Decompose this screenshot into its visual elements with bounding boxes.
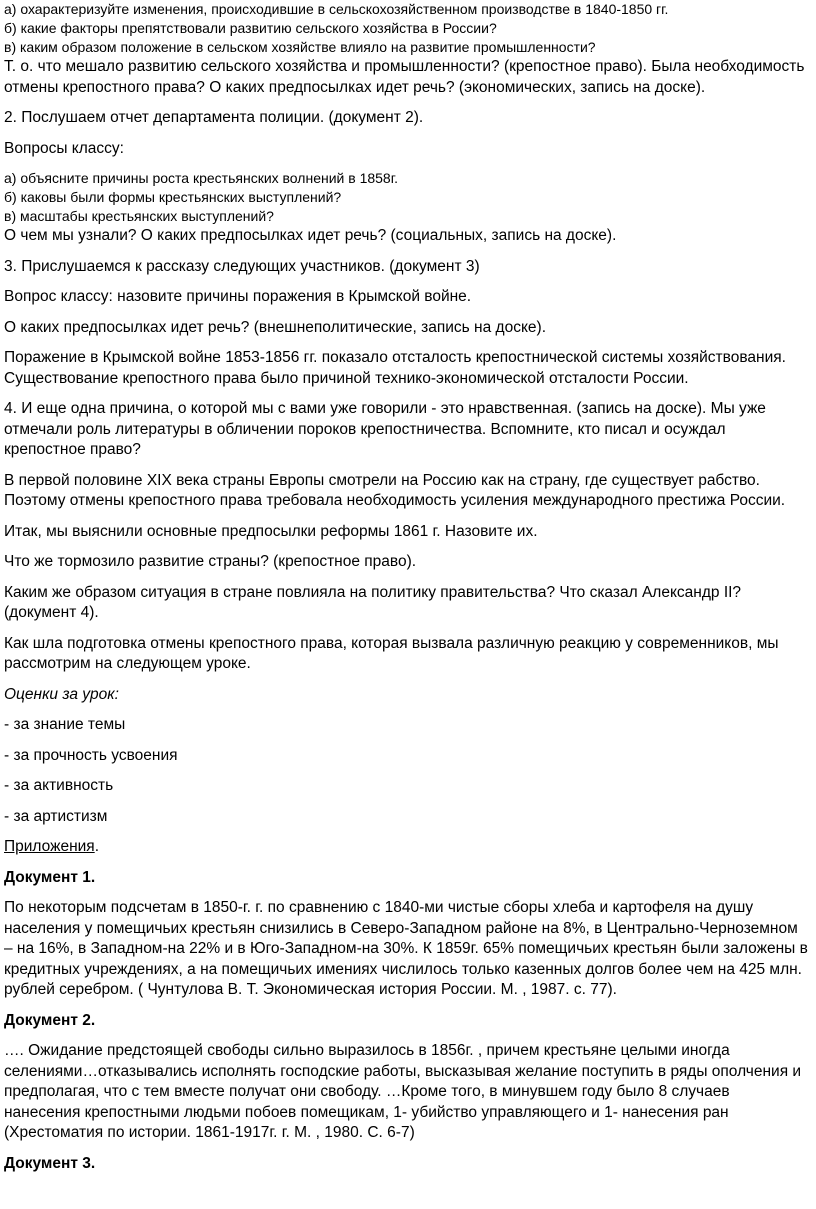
appendix-link[interactable]: Приложения [4, 838, 95, 855]
section-4-government: Каким же образом ситуация в стране повлияла на политику правительства? Что сказал Александр II?(документ 4). [4, 583, 742, 621]
appendix-dot: . [94, 838, 99, 855]
section-2-title: 2. Послушаем отчет департамента полиции. (документ 2). [4, 109, 424, 126]
grade-item: - за прочность усвоения [4, 746, 178, 764]
question-a: а) объясните причины роста крестьянских волнений в 1858г. [4, 170, 398, 186]
section-4-title: 4. И еще одна причина, о которой мы с вами уже говорили - это нравственная. (запись на доске). Мы уже отмечали роль литературы в обличении пороков крепостничества. Вспомните, кто писал и осуждал крепостное право? [4, 400, 766, 458]
section-4-summary: Итак, мы выяснили основные предпосылки реформы 1861 г. Назовите их. [4, 522, 538, 540]
grade-item: - за активность [4, 777, 114, 794]
section-2-questions-label: Вопросы классу: [4, 139, 124, 157]
section-3-title: 3. Прислушаемся к рассказу следующих участников. (документ 3) [4, 257, 480, 275]
section-3-prerequisites: О каких предпосылках идет речь? (внешнеполитические, запись на доске). [4, 318, 547, 336]
grade-item: - за знание темы [4, 716, 126, 733]
section-1-conclusion: Т. о. что мешало развитию сельского хозяйства и промышленности? (крепостное право). Была необходимость отмены крепостного права? О каких предпосылках идет речь? (экономических, запись на доске). [4, 58, 805, 96]
grade-item: - за артистизм [4, 807, 108, 825]
document-1-title: Документ 1. [4, 868, 96, 886]
question-b: б) каковы были формы крестьянских выступлений? [4, 189, 342, 205]
question-b: б) какие факторы препятствовали развитию сельского хозяйства в России? [4, 20, 497, 36]
grades-title: Оценки за урок: [4, 685, 119, 703]
document-2-text: …. Ожидание предстоящей свободы сильно выразилось в 1856г. , причем крестьяне целыми иногда селениями…отказывались исполнять господские работы, высказывая желание поступить в ряды ополчения и предполагая, что с тем вместе получат они свободу. …Кроме того, в минувшем году было 8 случаев нанесения крепостными людьми побоев помещикам, 1- убийство управляющего и 1- нанесения ран (Хрестоматия по истории. 1861-1917г. г. М. , 1980. С. 6-7) [4, 1042, 802, 1141]
section-3-question: Вопрос классу: назовите причины поражения в Крымской войне. [4, 288, 472, 305]
document-1-text: По некоторым подсчетам в 1850-г. г. по сравнению с 1840-ми чистые сборы хлеба и картофеля на душу населения у помещичьих крестьян снизились в Северо-Западном районе на 8%, в Центрально-Черноземном – на 16%, в Западном-на 22% и в Юго-Западном-на 30%. К 1859г. 65% помещичьих крестьян были заложены в кредитных учреждениях, а на помещичьих имениях числилось только казенных долгов более чем на 425 млн. рублей серебром. ( Чунтулова В. Т. Экономическая история России. М. , 1987. с. 77). [4, 899, 808, 998]
section-4-europe: В первой половине XIX века страны Европы смотрели на Россию как на страну, где существует рабство. Поэтому отмены крепостного права требовала необходимость усиления международного престижа России. [4, 471, 786, 509]
question-a: а) охарактеризуйте изменения, происходившие в сельскохозяйственном производстве в 1840-1850 гг. [4, 1, 669, 17]
section-1-questions [4, 0, 810, 57]
section-4-brake: Что же тормозило развитие страны? (крепостное право). [4, 553, 417, 570]
document-2-title: Документ 2. [4, 1011, 96, 1029]
question-c: в) каким образом положение в сельском хозяйстве влияло на развитие промышленности? [4, 39, 596, 55]
document-3-title: Документ 3. [4, 1154, 96, 1172]
section-2-conclusion: О чем мы узнали? О каких предпосылках идет речь? (социальных, запись на доске). [4, 227, 617, 244]
appendix-line [4, 837, 810, 858]
section-2-questions [4, 169, 810, 226]
question-c: в) масштабы крестьянских выступлений? [4, 208, 274, 224]
section-4-next-lesson: Как шла подготовка отмены крепостного права, которая вызвала различную реакцию у современников, мы рассмотрим на следующем уроке. [4, 634, 779, 672]
section-3-defeat: Поражение в Крымской войне 1853-1856 гг. показало отсталость крепостнической системы хозяйствования. Существование крепостного права было причиной технико-экономической отсталости России. [4, 349, 786, 387]
